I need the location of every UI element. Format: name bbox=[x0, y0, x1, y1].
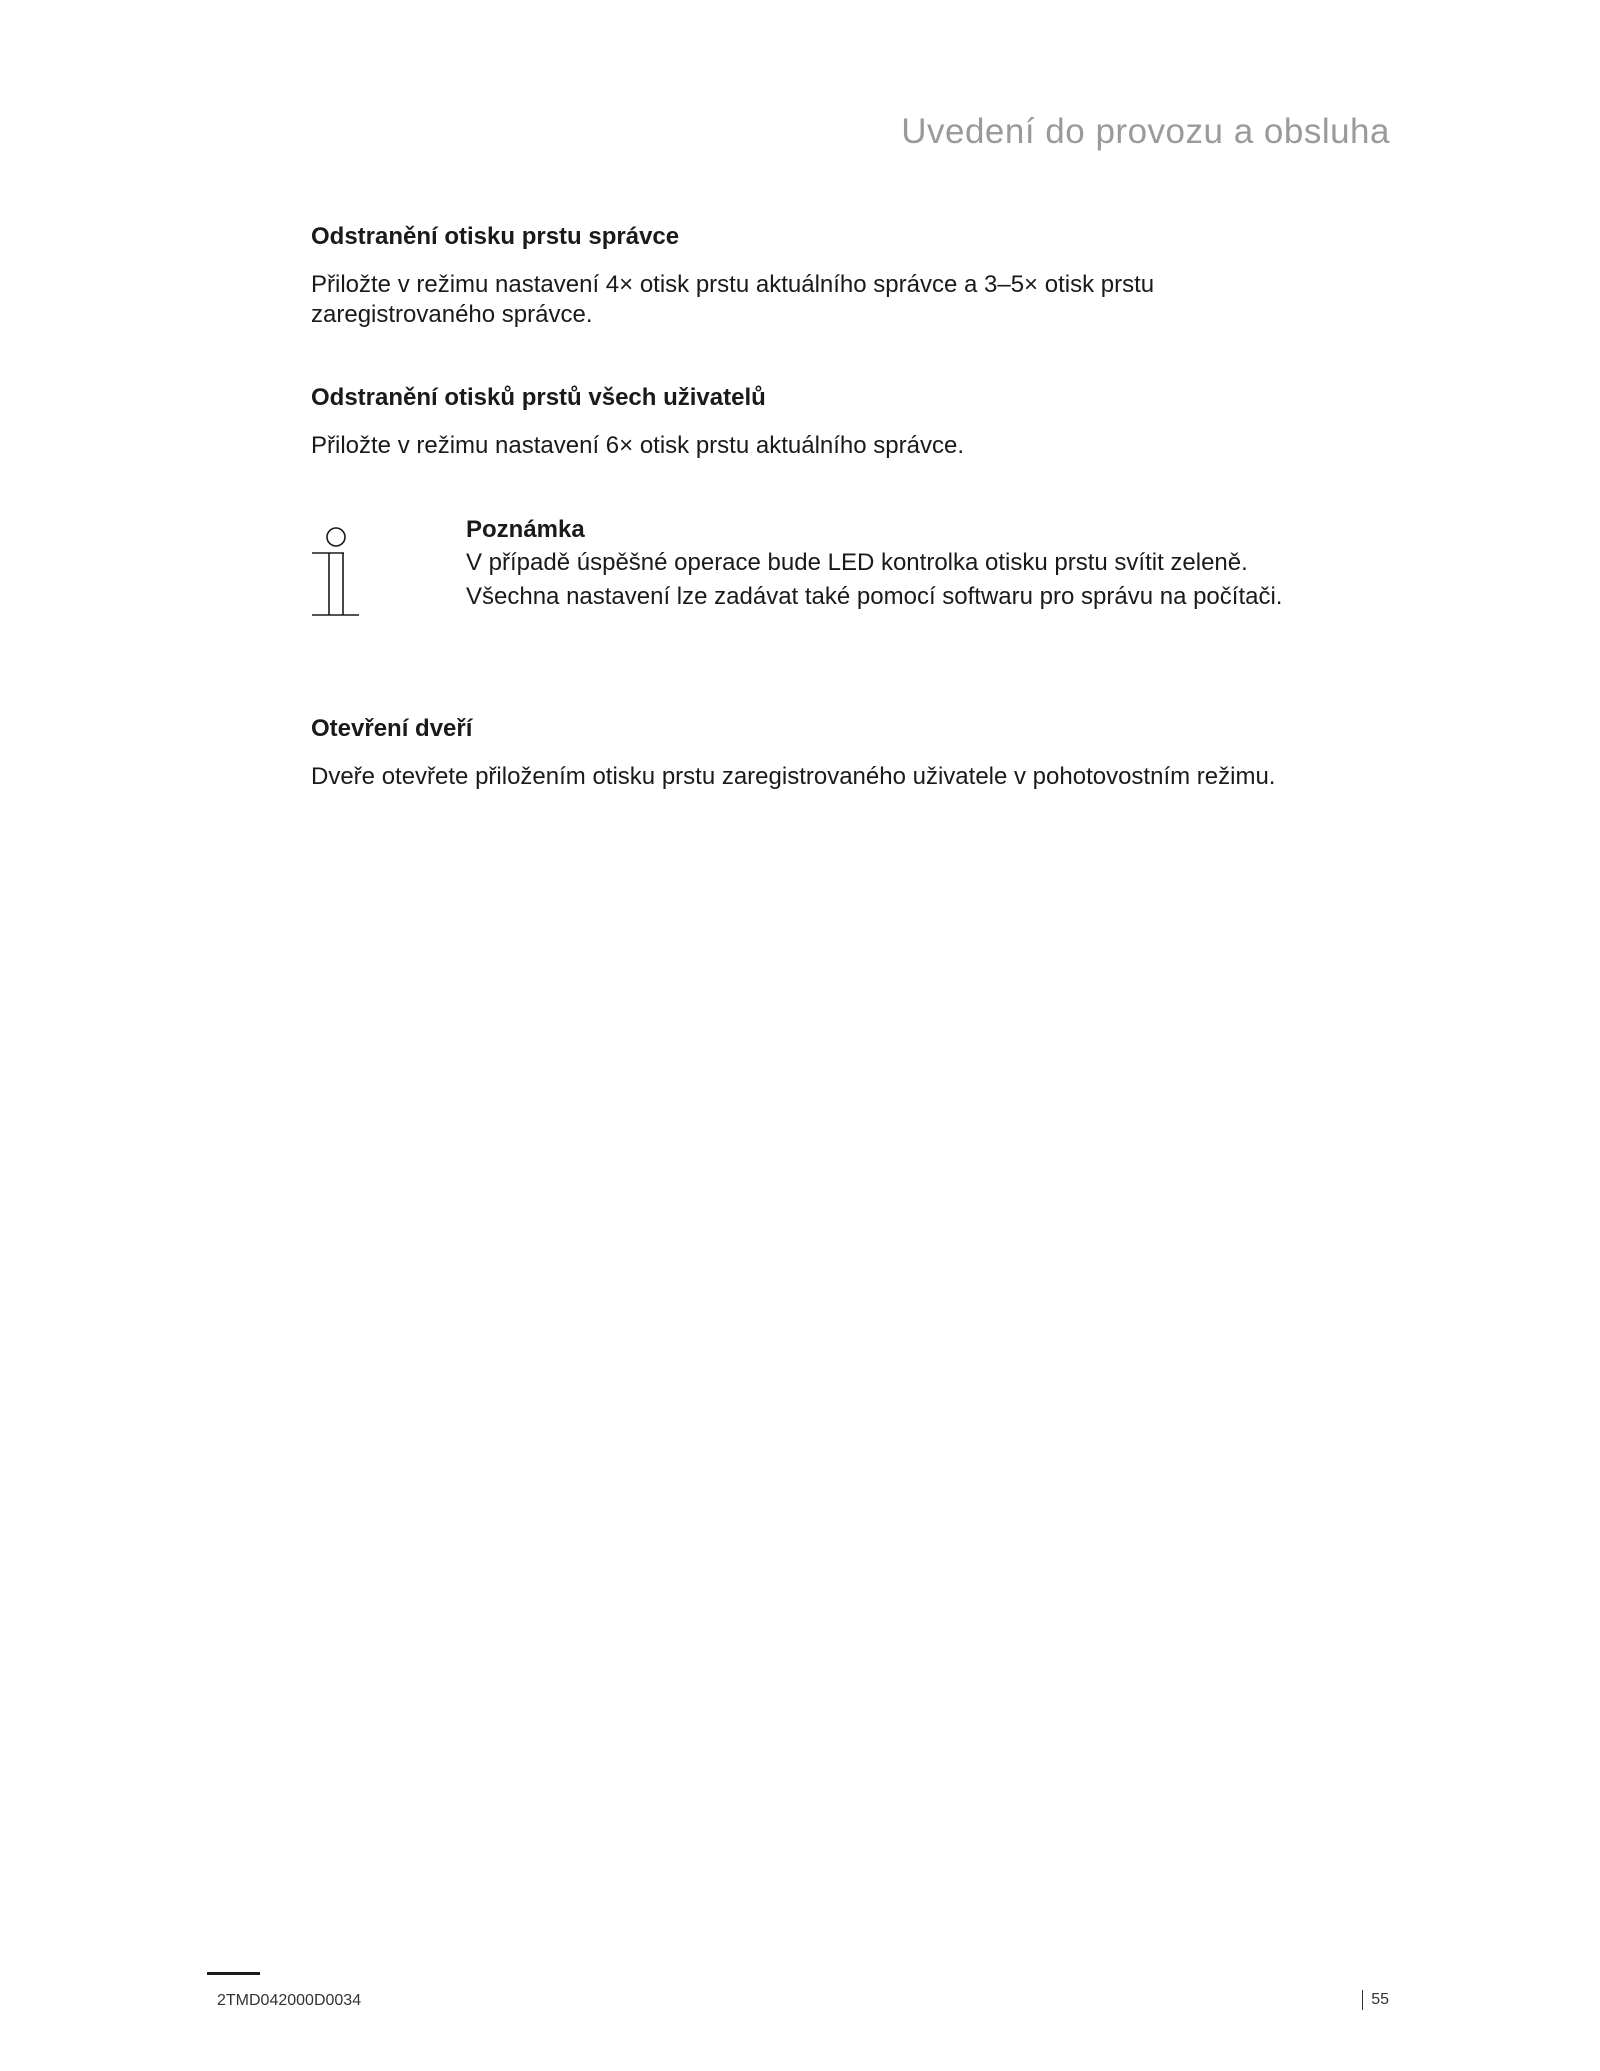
note-title: Poznámka bbox=[466, 516, 585, 543]
section-text-line: zaregistrovaného správce. bbox=[311, 301, 593, 328]
info-icon bbox=[311, 527, 361, 617]
note-box bbox=[311, 514, 1391, 644]
footer-divider bbox=[207, 1972, 260, 1975]
section-heading: Odstranění otisku prstu správce bbox=[311, 223, 680, 250]
section-remove-admin-fingerprint bbox=[311, 222, 1391, 330]
note-body bbox=[466, 514, 1282, 614]
footer-document-number: 2TMD042000D0034 bbox=[217, 1992, 362, 2009]
section-text-line: Dveře otevřete přiložením otisku prstu zaregistrovaného uživatele v pohotovostním režimu. bbox=[311, 763, 1276, 790]
section-text-line: Přiložte v režimu nastavení 6× otisk prstu aktuálního správce. bbox=[311, 432, 964, 459]
section-heading: Odstranění otisků prstů všech uživatelů bbox=[311, 384, 766, 411]
note-line: Všechna nastavení lze zadávat také pomocí softwaru pro správu na počítači. bbox=[466, 583, 1283, 610]
main-content bbox=[311, 222, 1391, 845]
section-remove-all-fingerprints bbox=[311, 383, 1391, 461]
section-open-door bbox=[311, 714, 1391, 792]
section-text-line: Přiložte v režimu nastavení 4× otisk prstu aktuálního správce a 3–5× otisk prstu bbox=[311, 271, 1155, 298]
section-heading: Otevření dveří bbox=[311, 715, 473, 742]
page-header-title: Uvedení do provozu a obsluha bbox=[901, 112, 1390, 151]
footer-page-number: 55 bbox=[1362, 1990, 1389, 2010]
note-line: V případě úspěšné operace bude LED kontrolka otisku prstu svítit zeleně. bbox=[466, 549, 1248, 576]
